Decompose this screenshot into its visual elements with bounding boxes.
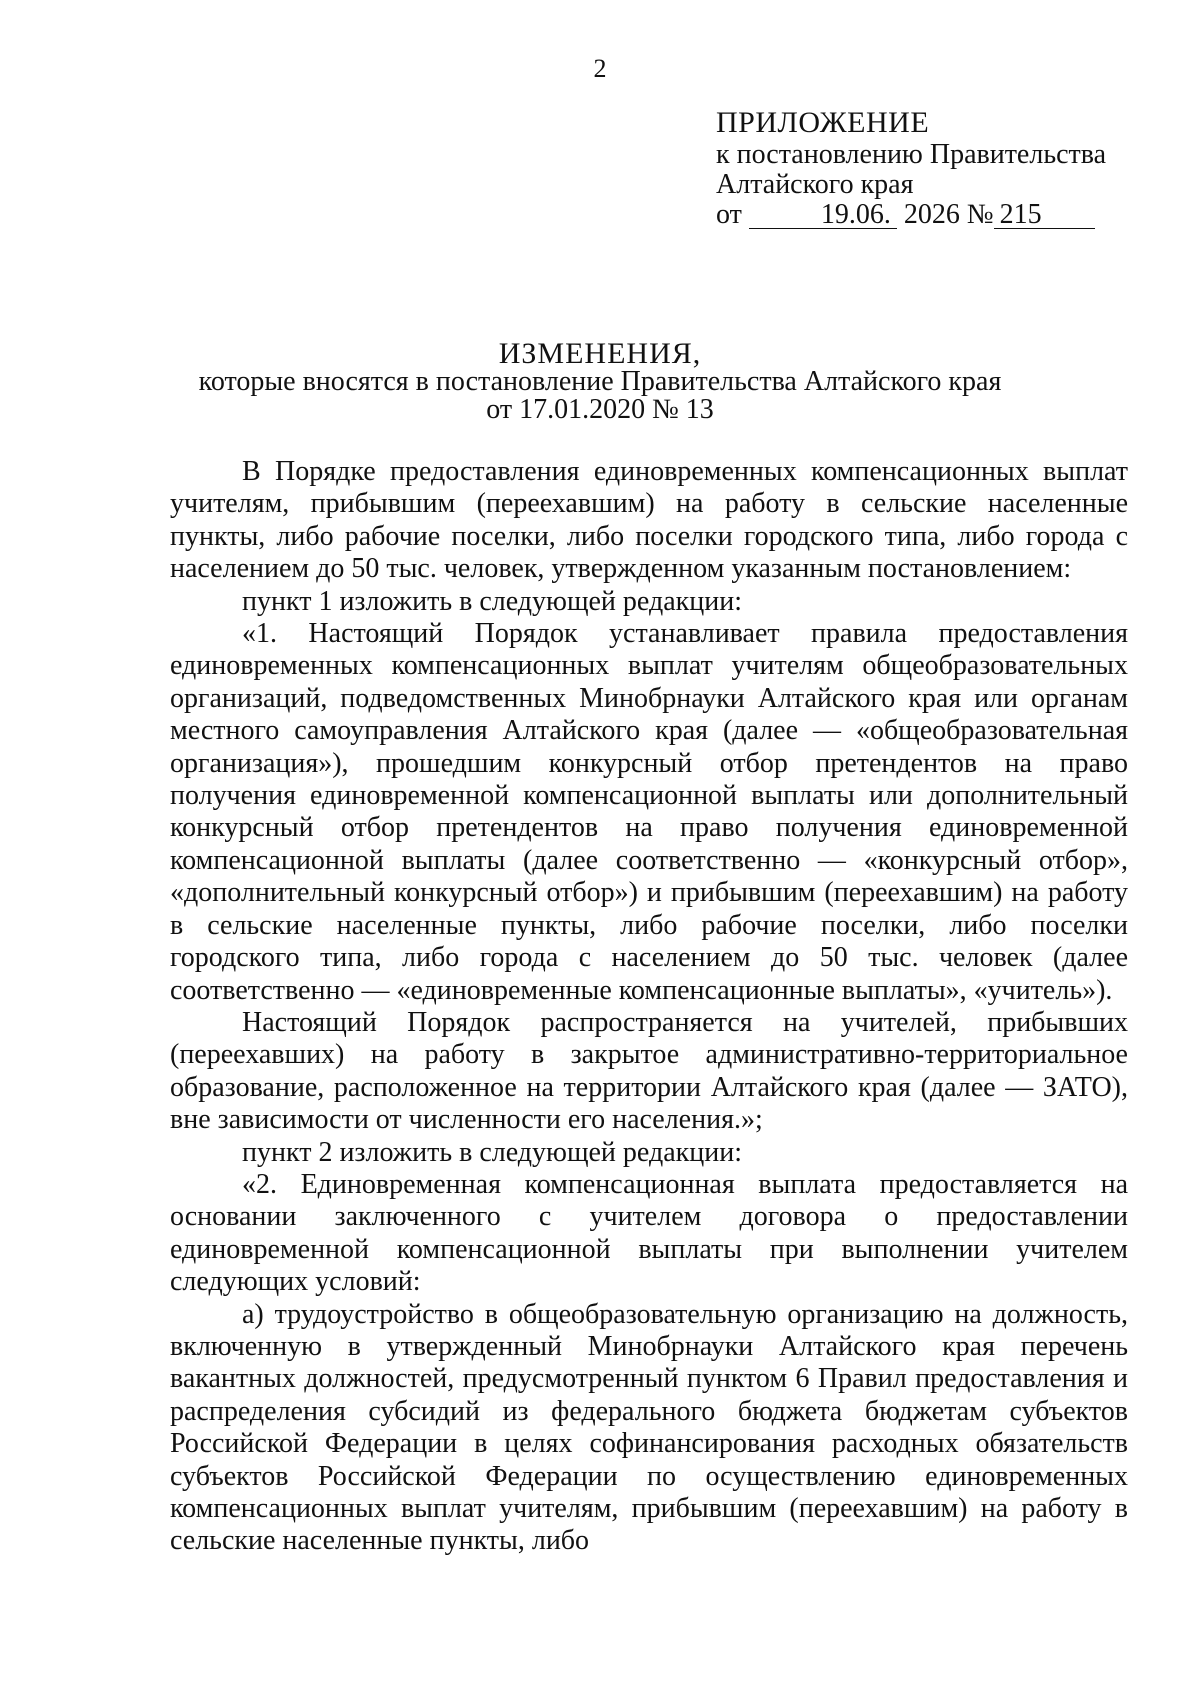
paragraph-zato: Настоящий Порядок распространяется на учителей, прибывших (переехавших) на работу в закрытое административно-территориальное образование, расположенное на территории Алтайского края (далее — ЗАТО), вне зависимости от численности его населения.»;	[170, 1006, 1128, 1136]
attachment-block	[716, 108, 1136, 230]
attachment-date-line	[716, 200, 1136, 230]
attachment-line-2: Алтайского края	[716, 169, 914, 200]
paragraph-intro: В Порядке предоставления единовременных компенсационных выплат учителям, прибывшим (переехавшим) на работу в сельские населенные пункты, либо рабочие поселки, либо поселки городского типа, либо города с населением до 50 тыс. человек, утвержденном указанным постановлением:	[170, 456, 1128, 585]
paragraph-item-1-text: «1. Настоящий Порядок устанавливает правила предоставления единовременных компенсационных выплат учителям общеобразовательных организаций, подведомственных Минобрнауки Алтайского края или органам местного самоуправления Алтайского края (далее — «общеобразовательная организация»), прошедшим конкурсный отбор претендентов на право получения единовременной компенсационной выплаты или дополнительный конкурсный отбор претендентов на право получения единовременной компенсационной выплаты (далее соответственно — «конкурсный отбор», «дополнительный конкурсный отбор») и прибывшим (переехавшим) на работу в сельские населенные пункты, либо рабочие поселки, либо поселки городского типа, либо города с населением до 50 тыс. человек (далее соответственно — «единовременные компенсационные выплаты», «учитель»).	[170, 618, 1128, 1006]
attachment-title: ПРИЛОЖЕНИЕ	[716, 106, 930, 139]
document-body	[170, 456, 1128, 1558]
paragraph-subitem-a: а) трудоустройство в общеобразовательную организацию на должность, включенную в утвержденный Минобрнауки Алтайского края перечень вакантных должностей, предусмотренный пунктом 6 Правил предоставления и распределения субсидий из федерального бюджета бюджетам субъектов Российской Федерации в целях софинансирования расходных обязательств субъектов Российской Федерации по осуществлению единовременных компенсационных выплат учителям, прибывшим (переехавшим) на работу в сельские населенные пункты, либо	[170, 1298, 1128, 1557]
paragraph-item-2-instruction: пункт 2 изложить в следующей редакции:	[242, 1136, 742, 1168]
changes-subtitle-2: от 17.01.2020 № 13	[486, 394, 714, 425]
changes-title: ИЗМЕНЕНИЯ,	[498, 337, 702, 370]
number-field: 215	[994, 202, 1095, 229]
number-label: №	[966, 199, 994, 230]
page-number: 2	[593, 54, 607, 83]
from-label: от	[716, 199, 742, 230]
attachment-line-1: к постановлению Правительства	[716, 139, 1107, 170]
changes-heading	[0, 337, 1200, 425]
year-value: 2026	[903, 199, 960, 230]
date-field: 19.06.	[749, 202, 897, 229]
paragraph-item-2-text: «2. Единовременная компенсационная выплата предоставляется на основании заключенного с учителем договора о предоставлении единовременной компенсационной выплаты при выполнении учителем следующих условий:	[170, 1168, 1128, 1298]
changes-subtitle-1: которые вносятся в постановление Правительства Алтайского края	[198, 366, 1002, 397]
paragraph-item-1-instruction: пункт 1 изложить в следующей редакции:	[242, 585, 742, 617]
